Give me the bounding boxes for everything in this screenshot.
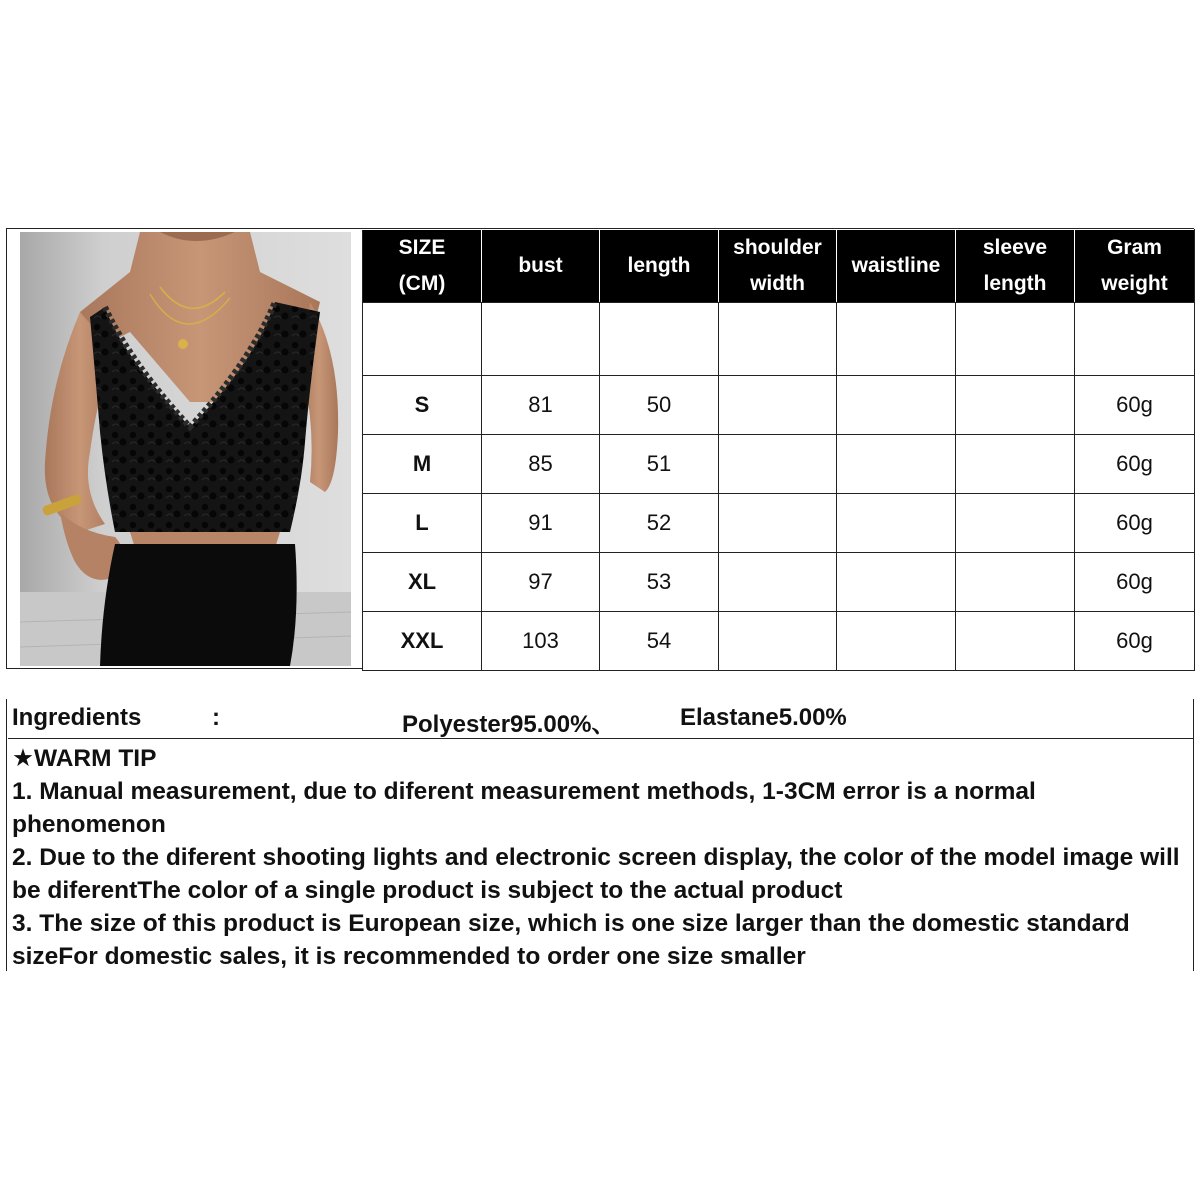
shoulder-cell: [719, 612, 837, 671]
size-cell: S: [363, 376, 482, 435]
size-cell: XXL: [363, 612, 482, 671]
ingredients-row: [8, 700, 1194, 739]
waistline-cell: [837, 553, 956, 612]
header-length: length: [600, 230, 719, 303]
header-size: SIZE (CM): [363, 230, 482, 303]
shoulder-cell: [719, 376, 837, 435]
table-header-row: [363, 230, 1195, 303]
header-gram-weight: Gram weight: [1075, 230, 1195, 303]
warm-tip-line-3: 3. The size of this product is European size, which is one size larger than the domestic standard sizeFor domestic sales, it is recommended to order one size smaller: [12, 910, 1130, 970]
ingredients-polyester: Polyester95.00%、: [402, 711, 616, 738]
gram-cell: 60g: [1075, 435, 1195, 494]
header-bust: bust: [482, 230, 600, 303]
waistline-cell: [837, 435, 956, 494]
length-cell: 54: [600, 612, 719, 671]
blank-cell: [482, 303, 600, 376]
table-row: [363, 435, 1195, 494]
waistline-cell: [837, 494, 956, 553]
ingredients-label: Ingredients: [12, 704, 142, 731]
blank-cell: [956, 303, 1075, 376]
header-sleeve-length: sleeve length: [956, 230, 1075, 303]
length-cell: 50: [600, 376, 719, 435]
table-row: [363, 553, 1195, 612]
table-row: [363, 612, 1195, 671]
length-cell: 52: [600, 494, 719, 553]
gram-cell: 60g: [1075, 494, 1195, 553]
size-chart-table: [362, 229, 1195, 671]
size-cell: L: [363, 494, 482, 553]
warm-tip-title: ★WARM TIP: [12, 745, 157, 772]
ingredients-elastane: Elastane5.00%: [680, 704, 847, 731]
shoulder-cell: [719, 494, 837, 553]
blank-cell: [837, 303, 956, 376]
size-cell: XL: [363, 553, 482, 612]
model-illustration: [20, 232, 351, 666]
bust-cell: 97: [482, 553, 600, 612]
blank-cell: [363, 303, 482, 376]
frame-bottom-border: [6, 668, 363, 669]
shoulder-cell: [719, 435, 837, 494]
frame-left-border: [6, 228, 7, 669]
bust-cell: 81: [482, 376, 600, 435]
bust-cell: 91: [482, 494, 600, 553]
product-photo: [20, 232, 351, 666]
waistline-cell: [837, 612, 956, 671]
warm-tip-line-1: 1. Manual measurement, due to diferent measurement methods, 1-3CM error is a normal phenomenon: [12, 778, 1036, 838]
sleeve-cell: [956, 376, 1075, 435]
bust-cell: 103: [482, 612, 600, 671]
blank-cell: [600, 303, 719, 376]
length-cell: 51: [600, 435, 719, 494]
sleeve-cell: [956, 612, 1075, 671]
size-cell: M: [363, 435, 482, 494]
gram-cell: 60g: [1075, 376, 1195, 435]
sleeve-cell: [956, 494, 1075, 553]
header-shoulder-width: shoulder width: [719, 230, 837, 303]
blank-cell: [719, 303, 837, 376]
bust-cell: 85: [482, 435, 600, 494]
length-cell: 53: [600, 553, 719, 612]
warm-tip-section: [12, 742, 1192, 973]
shoulder-cell: [719, 553, 837, 612]
blank-cell: [1075, 303, 1195, 376]
gram-cell: 60g: [1075, 612, 1195, 671]
warm-tip-line-2: 2. Due to the diferent shooting lights and electronic screen display, the color of the model image will be diferentThe color of a single product is subject to the actual product: [12, 844, 1180, 904]
sleeve-cell: [956, 435, 1075, 494]
table-row: [363, 376, 1195, 435]
waistline-cell: [837, 376, 956, 435]
ingredients-colon: :: [212, 704, 220, 731]
header-waistline: waistline: [837, 230, 956, 303]
table-row: [363, 494, 1195, 553]
table-blank-row: [363, 303, 1195, 376]
gram-cell: 60g: [1075, 553, 1195, 612]
sleeve-cell: [956, 553, 1075, 612]
